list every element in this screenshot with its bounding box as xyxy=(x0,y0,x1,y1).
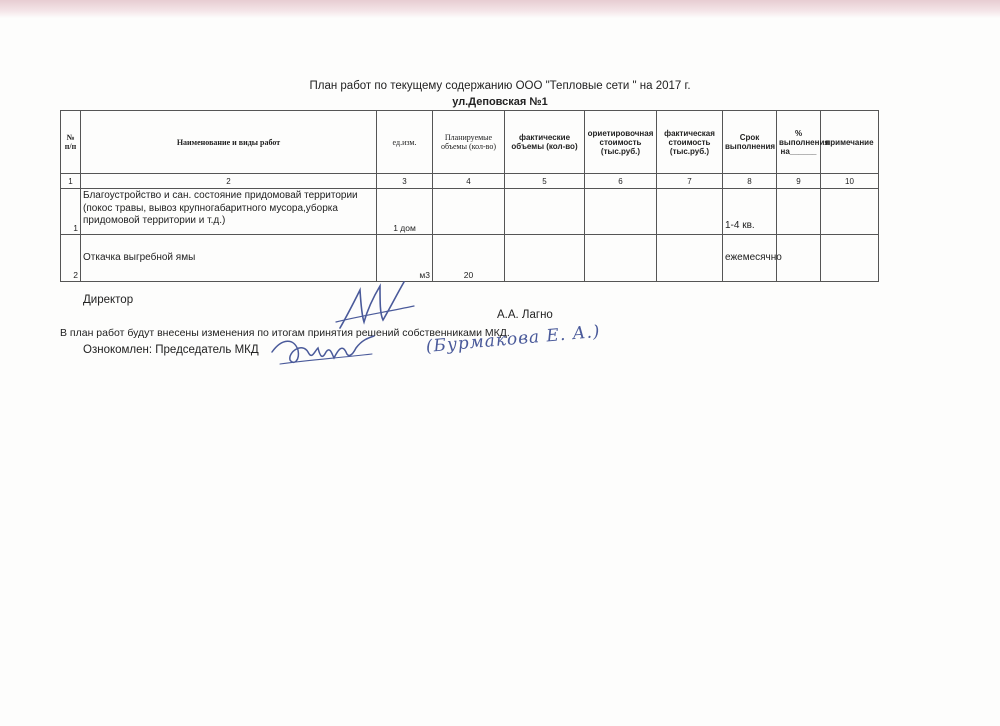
column-number: 6 xyxy=(585,174,657,189)
row-number: 1 xyxy=(61,189,81,235)
column-number: 2 xyxy=(81,174,377,189)
row-planned-volume: 20 xyxy=(433,235,505,282)
director-label: Директор xyxy=(83,294,134,306)
row-unit: 1 дом xyxy=(377,189,433,235)
header-note: примечание xyxy=(821,111,879,174)
column-number: 5 xyxy=(505,174,585,189)
header-unit: ед.изм. xyxy=(377,111,433,174)
row-term: 1-4 кв. xyxy=(723,189,777,235)
works-table xyxy=(60,110,879,282)
row-estimated-cost xyxy=(585,235,657,282)
row-percent xyxy=(777,235,821,282)
column-number: 3 xyxy=(377,174,433,189)
row-planned-volume xyxy=(433,189,505,235)
paper-top-band xyxy=(0,0,1000,18)
column-number: 7 xyxy=(657,174,723,189)
table-row xyxy=(61,189,879,235)
header-work-name: Наименование и виды работ xyxy=(81,111,377,174)
header-actual-cost: фактическая стоимость (тыс.руб.) xyxy=(657,111,723,174)
header-planned-volume: Планируемые объемы (кол-во) xyxy=(433,111,505,174)
row-actual-cost xyxy=(657,235,723,282)
row-unit: м3 xyxy=(377,235,433,282)
column-number: 10 xyxy=(821,174,879,189)
row-note xyxy=(821,189,879,235)
header-actual-volume: фактические объемы (кол-во) xyxy=(505,111,585,174)
row-estimated-cost xyxy=(585,189,657,235)
row-percent xyxy=(777,189,821,235)
header-estimated-cost: ориетировочная стоимость (тыс.руб.) xyxy=(585,111,657,174)
row-actual-volume xyxy=(505,189,585,235)
column-number: 9 xyxy=(777,174,821,189)
column-number: 1 xyxy=(61,174,81,189)
director-name: А.А. Лагно xyxy=(497,309,553,321)
chairman-signature xyxy=(268,330,378,372)
header-num: № п/п xyxy=(61,111,81,174)
row-term: ежемесячно xyxy=(723,235,777,282)
column-numbers-row xyxy=(61,174,879,189)
acquainted-label: Ознокомлен: Председатель МКД xyxy=(83,344,259,356)
header-term: Срок выполнения xyxy=(723,111,777,174)
row-actual-cost xyxy=(657,189,723,235)
document-title: План работ по текущему содержанию ООО "Тепловые сети " на 2017 г. xyxy=(309,80,691,92)
table-header-row xyxy=(61,111,879,174)
handwritten-name: (Бурмакова Е. А.) xyxy=(425,321,602,357)
column-number: 8 xyxy=(723,174,777,189)
row-work-name: Откачка выгребной ямы xyxy=(81,235,377,282)
document-subtitle: ул.Деповская №1 xyxy=(452,96,548,108)
row-note xyxy=(821,235,879,282)
row-work-name: Благоустройство и сан. состояние придомовай территории (покос травы, вывоз крупногабаритного мусора,уборка придомовой территории и т.д.) xyxy=(81,189,377,235)
row-actual-volume xyxy=(505,235,585,282)
table-row xyxy=(61,235,879,282)
row-number: 2 xyxy=(61,235,81,282)
column-number: 4 xyxy=(433,174,505,189)
note-text: В план работ будут внесены изменения по итогам принятия решений собственниками МКД. xyxy=(60,327,510,339)
header-percent: % выполнения на______ xyxy=(777,111,821,174)
